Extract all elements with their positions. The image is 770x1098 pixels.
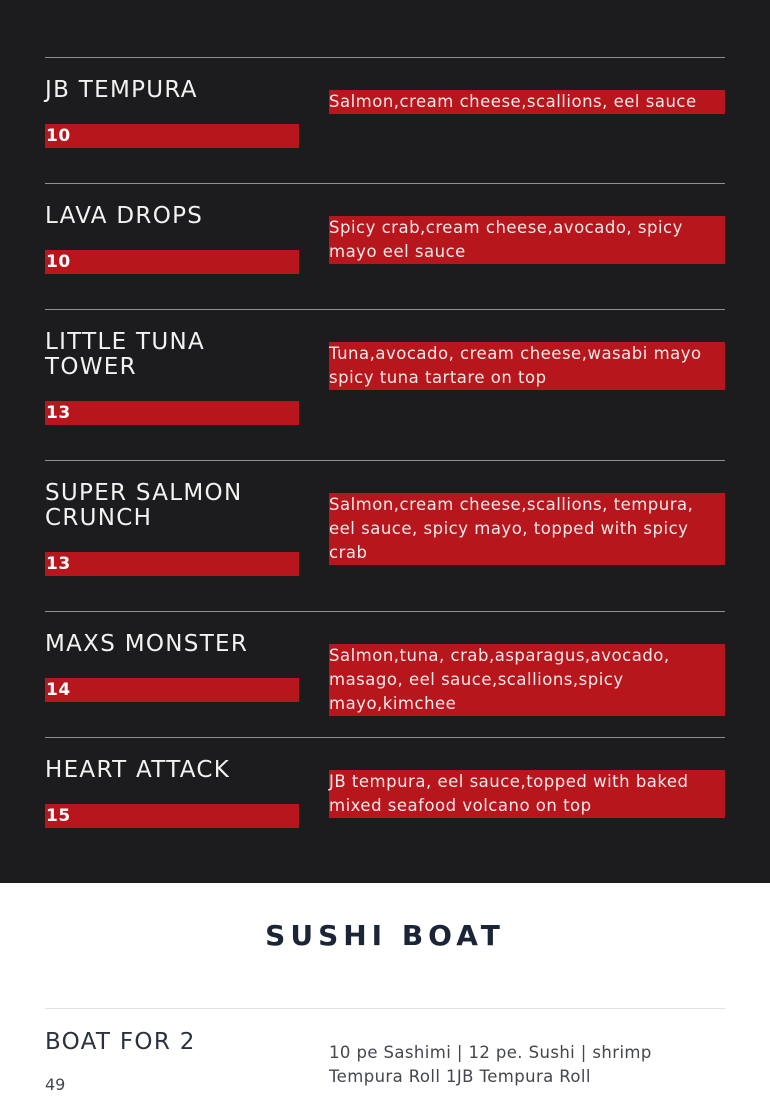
item-price: 13 <box>45 552 299 576</box>
item-name: JB TEMPURA <box>45 77 198 103</box>
item-description: JB tempura, eel sauce,topped with baked mixed seafood volcano on top <box>329 770 725 818</box>
item-price: 10 <box>45 250 299 274</box>
item-name: LITTLE TUNA TOWER <box>45 329 206 380</box>
menu-item <box>45 1008 725 1098</box>
menu-list <box>45 57 725 837</box>
item-name: HEART ATTACK <box>45 757 231 783</box>
item-name: SUPER SALMON CRUNCH <box>45 480 243 531</box>
menu-item <box>45 460 725 611</box>
item-price: 14 <box>45 678 299 702</box>
sushi-boat-section <box>0 883 770 1094</box>
item-description: 10 pe Sashimi | 12 pe. Sushi | shrimp Tempura Roll 1JB Tempura Roll <box>329 1043 652 1086</box>
menu-item <box>45 57 725 183</box>
item-price: 49 <box>45 1075 66 1094</box>
item-name: BOAT FOR 2 <box>45 1029 196 1055</box>
item-price: 15 <box>45 804 299 828</box>
item-description: Salmon,cream cheese,scallions, eel sauce <box>329 90 725 114</box>
menu-item <box>45 611 725 737</box>
item-description: Salmon,cream cheese,scallions, tempura, eel sauce, spicy mayo, topped with spicy crab <box>329 493 725 565</box>
item-description: Salmon,tuna, crab,asparagus,avocado, masago, eel sauce,scallions,spicy mayo,kimchee <box>329 644 725 716</box>
item-description: Spicy crab,cream cheese,avocado, spicy mayo eel sauce <box>329 216 725 264</box>
menu-item <box>45 309 725 460</box>
item-name: MAXS MONSTER <box>45 631 249 657</box>
item-price: 10 <box>45 124 299 148</box>
menu-item <box>45 183 725 309</box>
item-price: 13 <box>45 401 299 425</box>
item-name: LAVA DROPS <box>45 203 204 229</box>
item-description: Tuna,avocado, cream cheese,wasabi mayo spicy tuna tartare on top <box>329 342 725 390</box>
section-title: SUSHI BOAT <box>265 919 505 952</box>
menu-item <box>45 737 725 837</box>
